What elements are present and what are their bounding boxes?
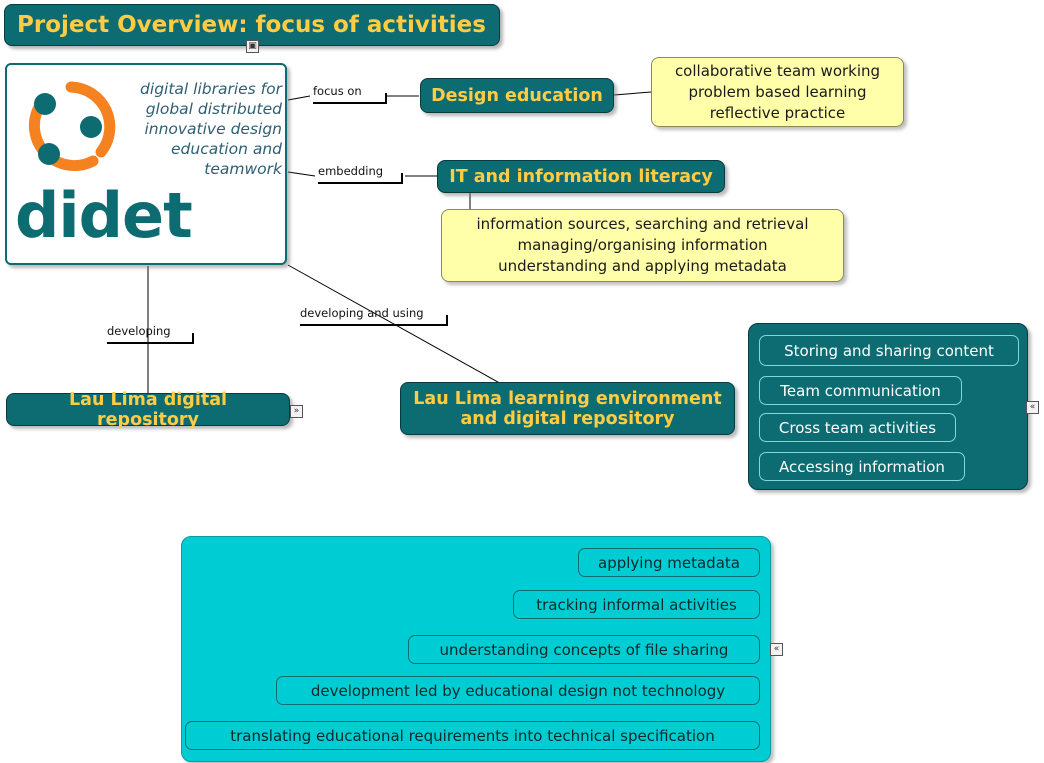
link-label-developing <box>107 324 194 344</box>
note-line: reflective practice <box>709 103 846 122</box>
tagline-line: teamwork <box>204 160 282 178</box>
node-design-education[interactable] <box>420 78 614 113</box>
note-line: information sources, searching and retrieval <box>476 215 809 233</box>
link-rule <box>107 338 194 344</box>
expand-handle-repository-icon[interactable] <box>290 405 303 418</box>
chip-label: translating educational requirements into technical specification <box>230 726 715 745</box>
collapse-handle-skills-icon[interactable] <box>770 643 783 656</box>
link-label-text: developing and using <box>300 306 424 320</box>
note-line: understanding and applying metadata <box>498 257 787 275</box>
link-label-focus-on <box>313 84 387 104</box>
chip-understanding-file-sharing[interactable] <box>408 635 760 664</box>
link-label-text: embedding <box>318 164 384 178</box>
tagline-line: global distributed <box>145 100 282 118</box>
chip-development-led-by-educational-design[interactable] <box>276 676 760 705</box>
didet-logo-icon <box>21 77 121 177</box>
node-label: Design education <box>431 85 603 106</box>
chip-cross-team-activities[interactable] <box>759 413 956 442</box>
node-label: Lau Lima digital repository <box>68 389 228 430</box>
title-handle-icon[interactable]: ▣ <box>246 40 259 53</box>
chip-storing-sharing-content[interactable] <box>759 335 1019 366</box>
didet-tagline <box>127 79 282 179</box>
chip-label: Accessing information <box>779 457 945 476</box>
link-label-text: focus on <box>313 84 362 98</box>
expand-icon-glyph: » <box>293 406 300 416</box>
link-label-text: developing <box>107 324 171 338</box>
note-design-education <box>651 57 904 127</box>
chip-label: Team communication <box>780 381 941 400</box>
chip-applying-metadata[interactable] <box>578 548 760 577</box>
node-label: IT and information literacy <box>449 166 713 187</box>
link-rule <box>300 320 448 326</box>
link-label-developing-and-using <box>300 306 448 326</box>
chip-label: tracking informal activities <box>536 595 737 614</box>
chip-tracking-informal-activities[interactable] <box>513 590 760 619</box>
node-label-line: Lau Lima learning environment <box>413 388 722 409</box>
note-line: problem based learning <box>688 82 867 101</box>
chip-label: Cross team activities <box>778 418 937 437</box>
node-it-information-literacy[interactable] <box>437 160 725 193</box>
page-title-text: Project Overview: focus of activities <box>17 12 486 38</box>
link-label-embedding <box>318 164 403 184</box>
tagline-line: education and <box>171 140 282 158</box>
chip-label: development led by educational design not technology <box>310 681 726 700</box>
collapse-icon-glyph: « <box>773 644 780 654</box>
collapse-handle-content-icon[interactable] <box>1026 401 1039 414</box>
chip-label: applying metadata <box>598 553 740 572</box>
tagline-line: innovative design <box>144 120 282 138</box>
group-skills <box>181 536 771 762</box>
chip-label: Storing and sharing content <box>784 341 994 360</box>
tagline-line: digital libraries for <box>140 80 282 98</box>
chip-accessing-information[interactable] <box>759 452 965 481</box>
note-line: collaborative team working <box>674 61 881 80</box>
link-rule <box>318 178 403 184</box>
collapse-icon-glyph: « <box>1029 402 1036 412</box>
didet-wordmark: didet <box>15 179 192 252</box>
node-lau-lima-learning-environment[interactable] <box>400 382 735 435</box>
chip-label: understanding concepts of file sharing <box>439 640 729 659</box>
note-line: managing/organising information <box>517 236 768 254</box>
didet-logo-card <box>5 63 287 265</box>
note-it-information-literacy <box>441 209 844 282</box>
chip-translating-requirements[interactable] <box>185 721 760 750</box>
group-content-activities <box>748 323 1028 490</box>
link-rule <box>313 98 387 104</box>
chip-team-communication[interactable] <box>759 376 962 405</box>
node-label-line: and digital repository <box>460 408 675 429</box>
node-lau-lima-digital-repository[interactable] <box>6 389 290 430</box>
